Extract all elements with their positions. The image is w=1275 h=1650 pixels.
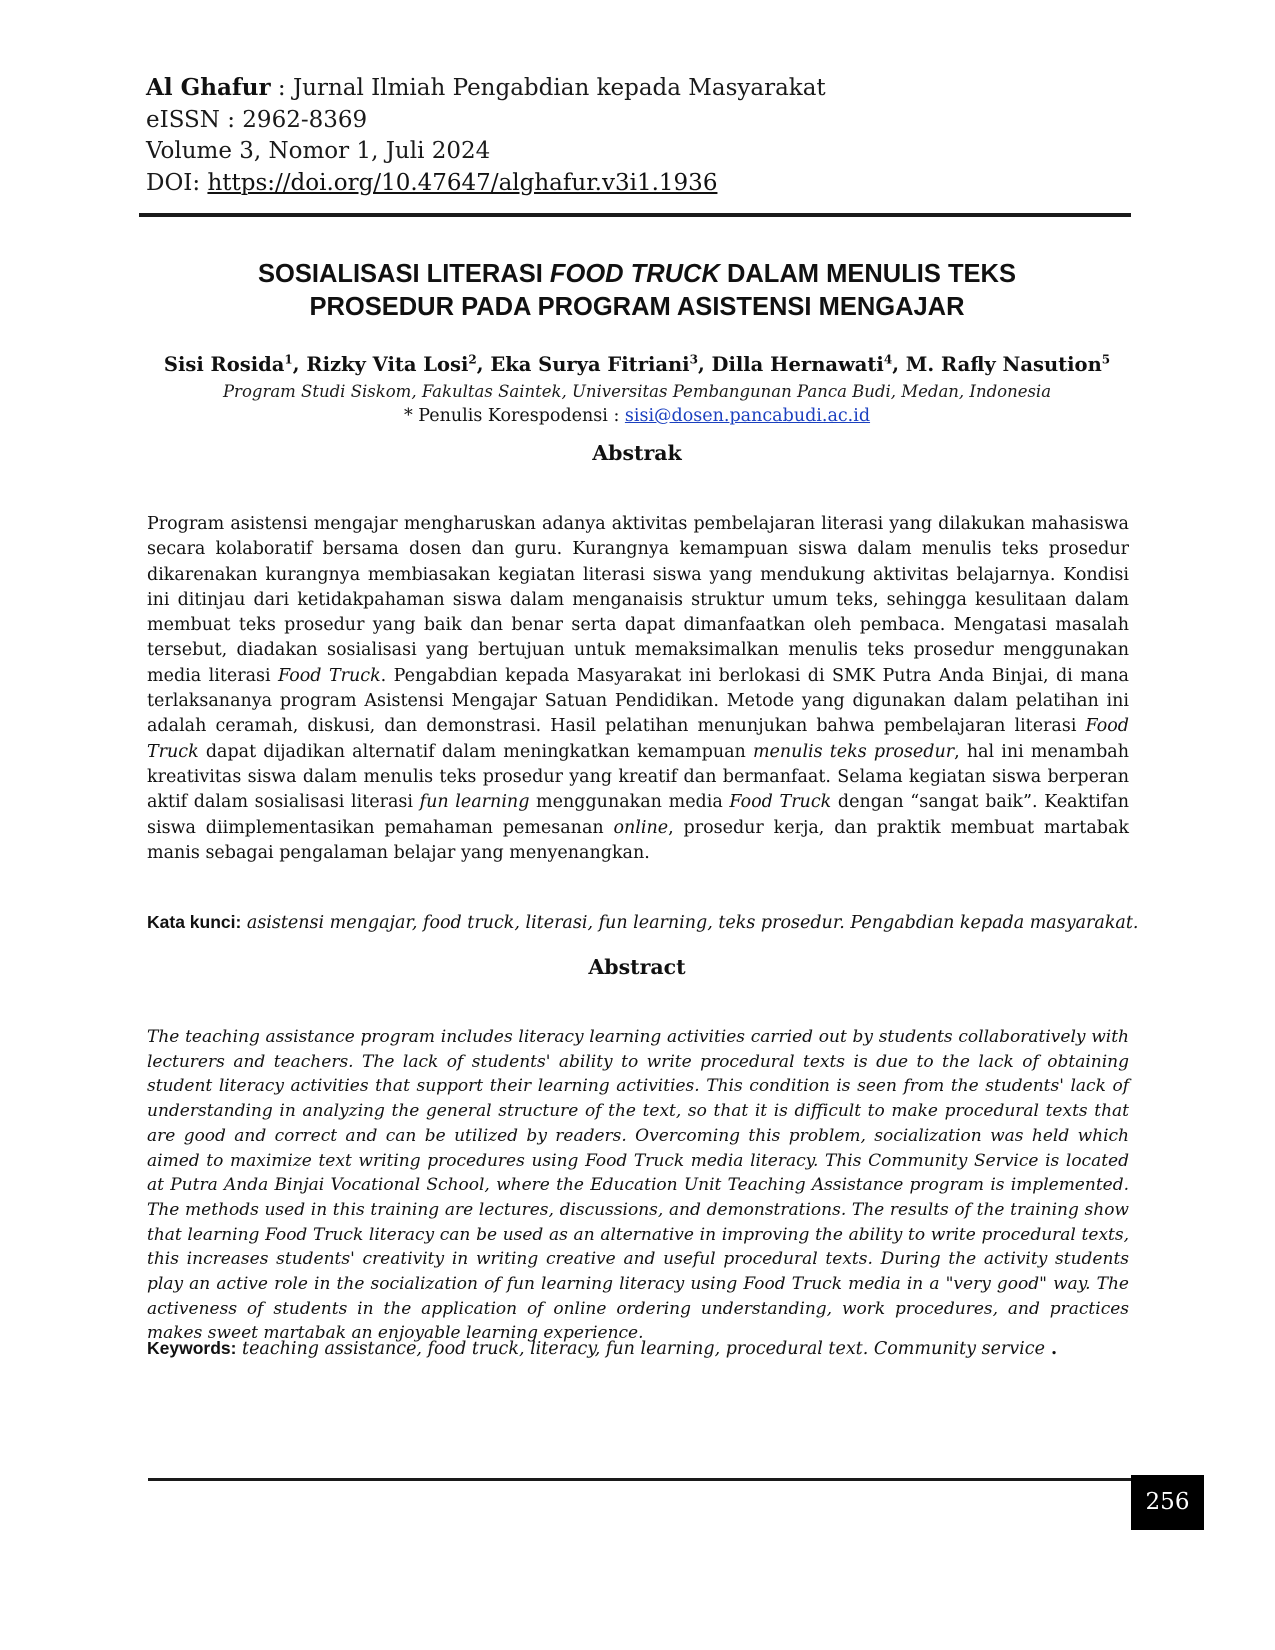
abstrak-italic: online — [613, 817, 669, 838]
footer-divider — [148, 1478, 1131, 1481]
abstrak-italic: Food Truck — [278, 665, 381, 686]
author-affil-sup: 2 — [468, 352, 477, 366]
author-list: Sisi Rosida$^1$, Rizky Vita Losi$^2$, Eka Surya Fitriani$^3$, Dilla Hernawati$^4$, M. Rafly Nasution$^5$ — [163, 352, 1111, 376]
title-line-2: PROSEDUR PADA PROGRAM ASISTENSI MENGAJAR — [309, 293, 965, 321]
author-name: Rizky Vita Losi — [306, 352, 469, 376]
author — [906, 353, 1110, 376]
journal-header — [146, 72, 826, 199]
journal-name: Al Ghafur — [146, 74, 271, 101]
author-name: Eka Surya Fitriani — [490, 352, 690, 376]
corresponding-author — [140, 406, 1134, 426]
keywords-label: Keywords: — [147, 1338, 237, 1358]
keywords-text: teaching assistance, food truck, literacy, fun learning, procedural text. Community service — [236, 1339, 1045, 1359]
author-name: Sisi Rosida — [163, 352, 285, 376]
eissn: eISSN : 2962-8369 — [146, 106, 368, 133]
journal-name-line — [146, 72, 826, 105]
abstrak-text: , hal ini menambah kreativitas siswa dalam menulis teks prosedur yang kreatif dan bermanfaat. Selama kegiatan siswa berperan aktif dalam sosialisasi literasi — [147, 741, 1129, 813]
author-name: M. Rafly Nasution — [905, 352, 1102, 376]
abstrak-text: Program asistensi mengajar mengharuskan adanya aktivitas pembelajaran literasi yang dilakukan mahasiswa secara kolaboratif bersama dosen dan guru. Kurangnya kemampuan siswa dalam menulis teks prosedur dikarenakan kurangnya membiasakan kegiatan literasi siswa yang mendukung aktivitas belajarnya. Kondisi ini ditinjau dari ketidakpahaman siswa dalam menganaisis struktur umum teks, sehingga kesulitaan dalam membuat teks prosedur yang baik dan benar serta dapat dimanfaatkan oleh pembaca. Mengatasi masalah tersebut, diadakan sosialisasi yang bertujuan untuk memaksimalkan menulis teks prosedur menggunakan media literasi — [147, 514, 1129, 686]
doi-link[interactable]: https://doi.org/10.47647/alghafur.v3i1.1936 — [207, 169, 718, 196]
header-divider — [139, 213, 1131, 217]
page-number: 256 — [1131, 1475, 1204, 1530]
volume-info: Volume 3, Nomor 1, Juli 2024 — [146, 138, 491, 164]
author — [490, 353, 698, 376]
abstrak-text: dengan “sangat baik”. Keaktifan siswa diimplementasikan pemahaman pemesanan — [147, 792, 1129, 838]
kata-kunci-label: Kata kunci: — [147, 912, 242, 932]
author-name: Dilla Hernawati — [711, 352, 884, 376]
title-part: SOSIALISASI LITERASI — [258, 260, 550, 288]
author-affil-sup: 4 — [883, 352, 893, 366]
affiliation: Program Studi Siskom, Fakultas Saintek, Universitas Pembangunan Panca Budi, Medan, Indonesia — [222, 382, 1052, 401]
abstrak-heading: Abstrak — [592, 441, 682, 465]
abstrak-italic: menulis teks prosedur — [752, 741, 955, 762]
correspondence-email-link[interactable]: sisi@dosen.pancabudi.ac.id — [624, 406, 871, 426]
kata-kunci — [147, 912, 1138, 933]
author — [306, 353, 476, 376]
title-italic-part: FOOD TRUCK — [549, 260, 720, 288]
abstract-heading: Abstract — [588, 955, 686, 979]
author — [164, 353, 293, 376]
title-line-1 — [140, 258, 1134, 291]
abstract-body: The teaching assistance program includes literacy learning activities carried out by students collaboratively with lecturers and teachers. The lack of students' ability to write procedural texts is due to the lack of obtaining student literacy activities that support their learning activities. This condition is seen from the students' lack of understanding in analyzing the general structure of the text, so that it is difficult to make procedural texts that are good and correct and can be utilized by readers. Overcoming this problem, socialization was held which aimed to maximize text writing procedures using Food Truck media literacy. This Community Service is located at Putra Anda Binjai Vocational School, where the Education Unit Teaching Assistance program is implemented. The methods used in this training are lectures, discussions, and demonstrations. The results of the training show that learning Food Truck literacy can be used as an alternative in improving the ability to write procedural texts, this increases students' creativity in writing creative and useful procedural texts. During the activity students play an active role in the socialization of fun learning literacy using Food Truck media in a "very good" way. The activeness of students in the application of online ordering understanding, work procedures, and practices makes sweet martabak an enjoyable learning experience. — [147, 1027, 1129, 1344]
journal-subtitle: : Jurnal Ilmiah Pengabdian kepada Masyarakat — [270, 75, 826, 101]
abstrak-text: . Pengabdian kepada Masyarakat ini berlokasi di SMK Putra Anda Binjai, di mana terlaksananya program Asistensi Mengajar Satuan Pendidikan. Metode yang digunakan dalam pelatihan ini adalah ceramah, diskusi, dan demonstrasi. Hasil pelatihan menunjukan bahwa pembelajaran literasi — [147, 665, 1129, 737]
author-affil-sup: 3 — [689, 352, 698, 366]
abstrak-text: , prosedur kerja, dan praktik membuat martabak manis sebagai pengalaman belajar yang menyenangkan. — [147, 817, 1129, 863]
author-affil-sup: 1 — [284, 352, 293, 366]
paper-title — [140, 258, 1134, 324]
abstrak-italic: Food Truck — [729, 792, 832, 813]
doi-label: DOI: — [146, 169, 208, 196]
kata-kunci-text: asistensi mengajar, food truck, literasi, fun learning, teks prosedur. Pengabdian kepada masyarakat. — [241, 913, 1139, 933]
abstrak-italic: Food Truck — [147, 716, 1129, 762]
correspondence-label: * Penulis Korespodensi : — [403, 406, 625, 426]
abstrak-italic: fun learning — [419, 792, 530, 813]
abstrak-body — [147, 512, 1129, 866]
doi-line — [146, 168, 826, 200]
keywords-end: . — [1044, 1339, 1058, 1359]
title-part: DALAM MENULIS TEKS — [719, 260, 1016, 288]
author-affil-sup: 5 — [1101, 352, 1111, 366]
author — [712, 353, 893, 376]
abstrak-text: dapat dijadikan alternatif dalam meningkatkan kemampuan — [198, 741, 753, 762]
keywords — [147, 1338, 1057, 1359]
abstrak-text: menggunakan media — [529, 792, 730, 813]
